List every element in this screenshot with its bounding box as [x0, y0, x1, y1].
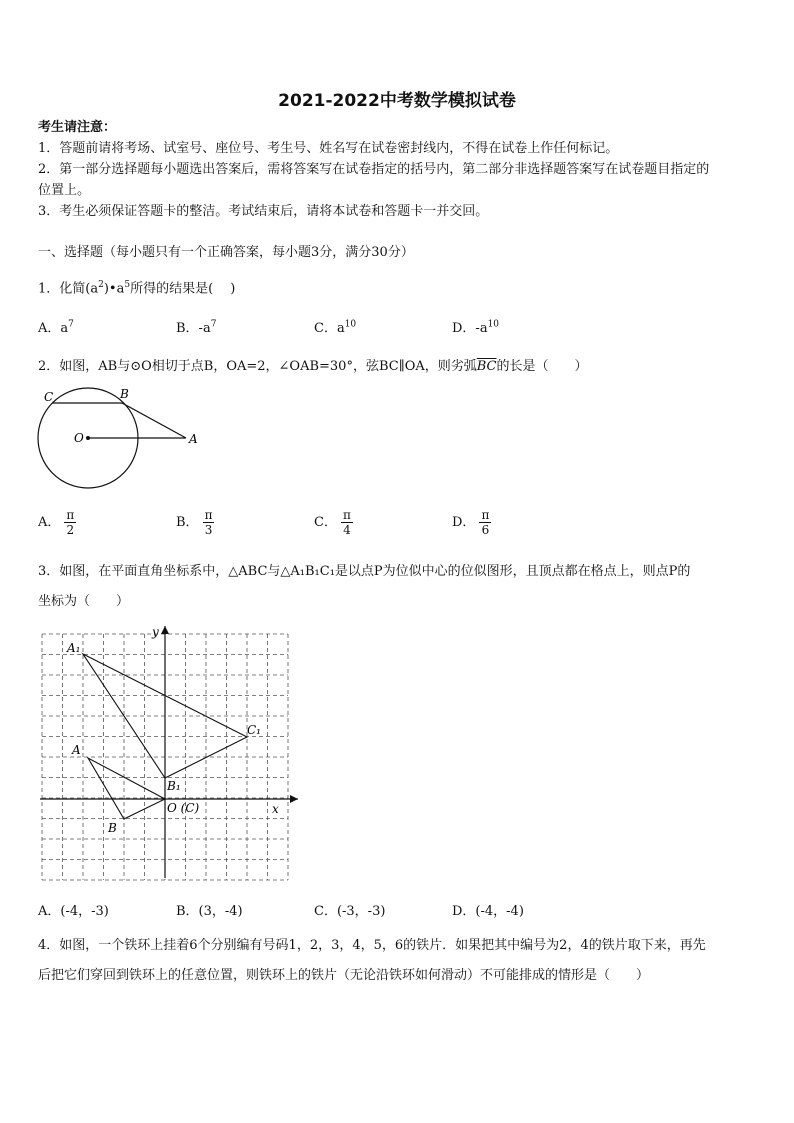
- q2-option-d: D． $\frac{\pi}{6}$: [452, 508, 490, 537]
- question-2-stem: 2．如图，AB与⊙O相切于点B，OA=2，∠OAB=30°，弦BC∥OA，则劣弧$\overline{BC}$的长是（ ）: [38, 359, 588, 374]
- section-heading: 一、选择题（每小题只有一个正确答案，每小题3分，满分30分）: [38, 245, 414, 260]
- label-c: C: [44, 390, 54, 404]
- label-o: O: [74, 431, 84, 445]
- q1-option-a: A．$a^7$: [38, 319, 74, 336]
- notice-item-3: 3．考生必须保证答题卡的整洁。考试结束后，请将本试卷和答题卡一并交回。: [38, 204, 489, 219]
- question-4-line2: 后把它们穿回到铁环上的任意位置，则铁环上的铁片（无论沿铁环如何滑动）不可能排成的情形是（ ）: [38, 968, 650, 983]
- label-c1: C₁: [247, 723, 261, 737]
- notice-item-2-cont: 位置上。: [38, 183, 91, 198]
- notice-item-1: 1．答题前请将考场、试室号、座位号、考生号、姓名写在试卷密封线内，不得在试卷上作任何标记。: [38, 141, 619, 156]
- question-4-line1: 4．如图，一个铁环上挂着6个分别编有号码1，2，3，4，5，6的铁片．如果把其中编号为2，4的铁片取下来，再先: [38, 938, 706, 953]
- circle-tangent-figure: [36, 386, 206, 498]
- label-a: A: [72, 743, 81, 757]
- q1-option-b: B．$-a^7$: [176, 319, 217, 336]
- label-a: A: [189, 432, 198, 446]
- label-a1: A₁: [67, 641, 81, 655]
- label-b1: B₁: [167, 779, 181, 793]
- label-o-c: O (C): [167, 801, 200, 815]
- q3-option-c: C．(-3，-3): [314, 904, 386, 919]
- arc-bc-label: $\overline{BC}$: [476, 359, 497, 374]
- label-b: B: [120, 387, 129, 401]
- y-axis-arrow-icon: [161, 626, 169, 634]
- notice-heading: 考生请注意：: [38, 120, 117, 135]
- notice-item-2: 2．第一部分选择题每小题选出答案后，需将答案写在试卷指定的括号内，第二部分非选择题答案写在试卷题目指定的: [38, 162, 710, 177]
- tangent-ab: [122, 403, 186, 438]
- page-title: 2021-2022中考数学模拟试卷: [278, 91, 516, 111]
- label-y: y: [152, 625, 159, 639]
- q2-option-c: C． $\frac{\pi}{4}$: [314, 508, 351, 537]
- triangle-abc: [88, 758, 165, 819]
- question-1-stem: 1．化简$(a^2)•a^5$所得的结果是( ): [38, 280, 236, 297]
- q1-option-c: C．$a^{10}$: [314, 319, 357, 336]
- x-axis-arrow-icon: [290, 795, 298, 803]
- q3-option-b: B．(3，-4): [176, 904, 243, 919]
- question-3-stem-line1: 3．如图，在平面直角坐标系中，△ABC与△A₁B₁C₁是以点P为位似中心的位似图形，且顶点都在格点上，则点P的: [38, 564, 691, 579]
- label-b: B: [108, 821, 117, 835]
- q1-option-d: D．$-a^{10}$: [452, 319, 500, 336]
- q2-option-b: B． $\frac{\pi}{3}$: [176, 508, 213, 537]
- coordinate-grid-figure: [36, 622, 302, 882]
- q2-option-a: A． $\frac{\pi}{2}$: [38, 508, 75, 537]
- label-x: x: [272, 802, 279, 816]
- q3-option-d: D．(-4，-4): [452, 904, 524, 919]
- question-3-stem-line2: 坐标为（ ）: [38, 594, 130, 609]
- center-o-dot: [86, 436, 90, 440]
- q3-option-a: A．(-4，-3): [38, 904, 109, 919]
